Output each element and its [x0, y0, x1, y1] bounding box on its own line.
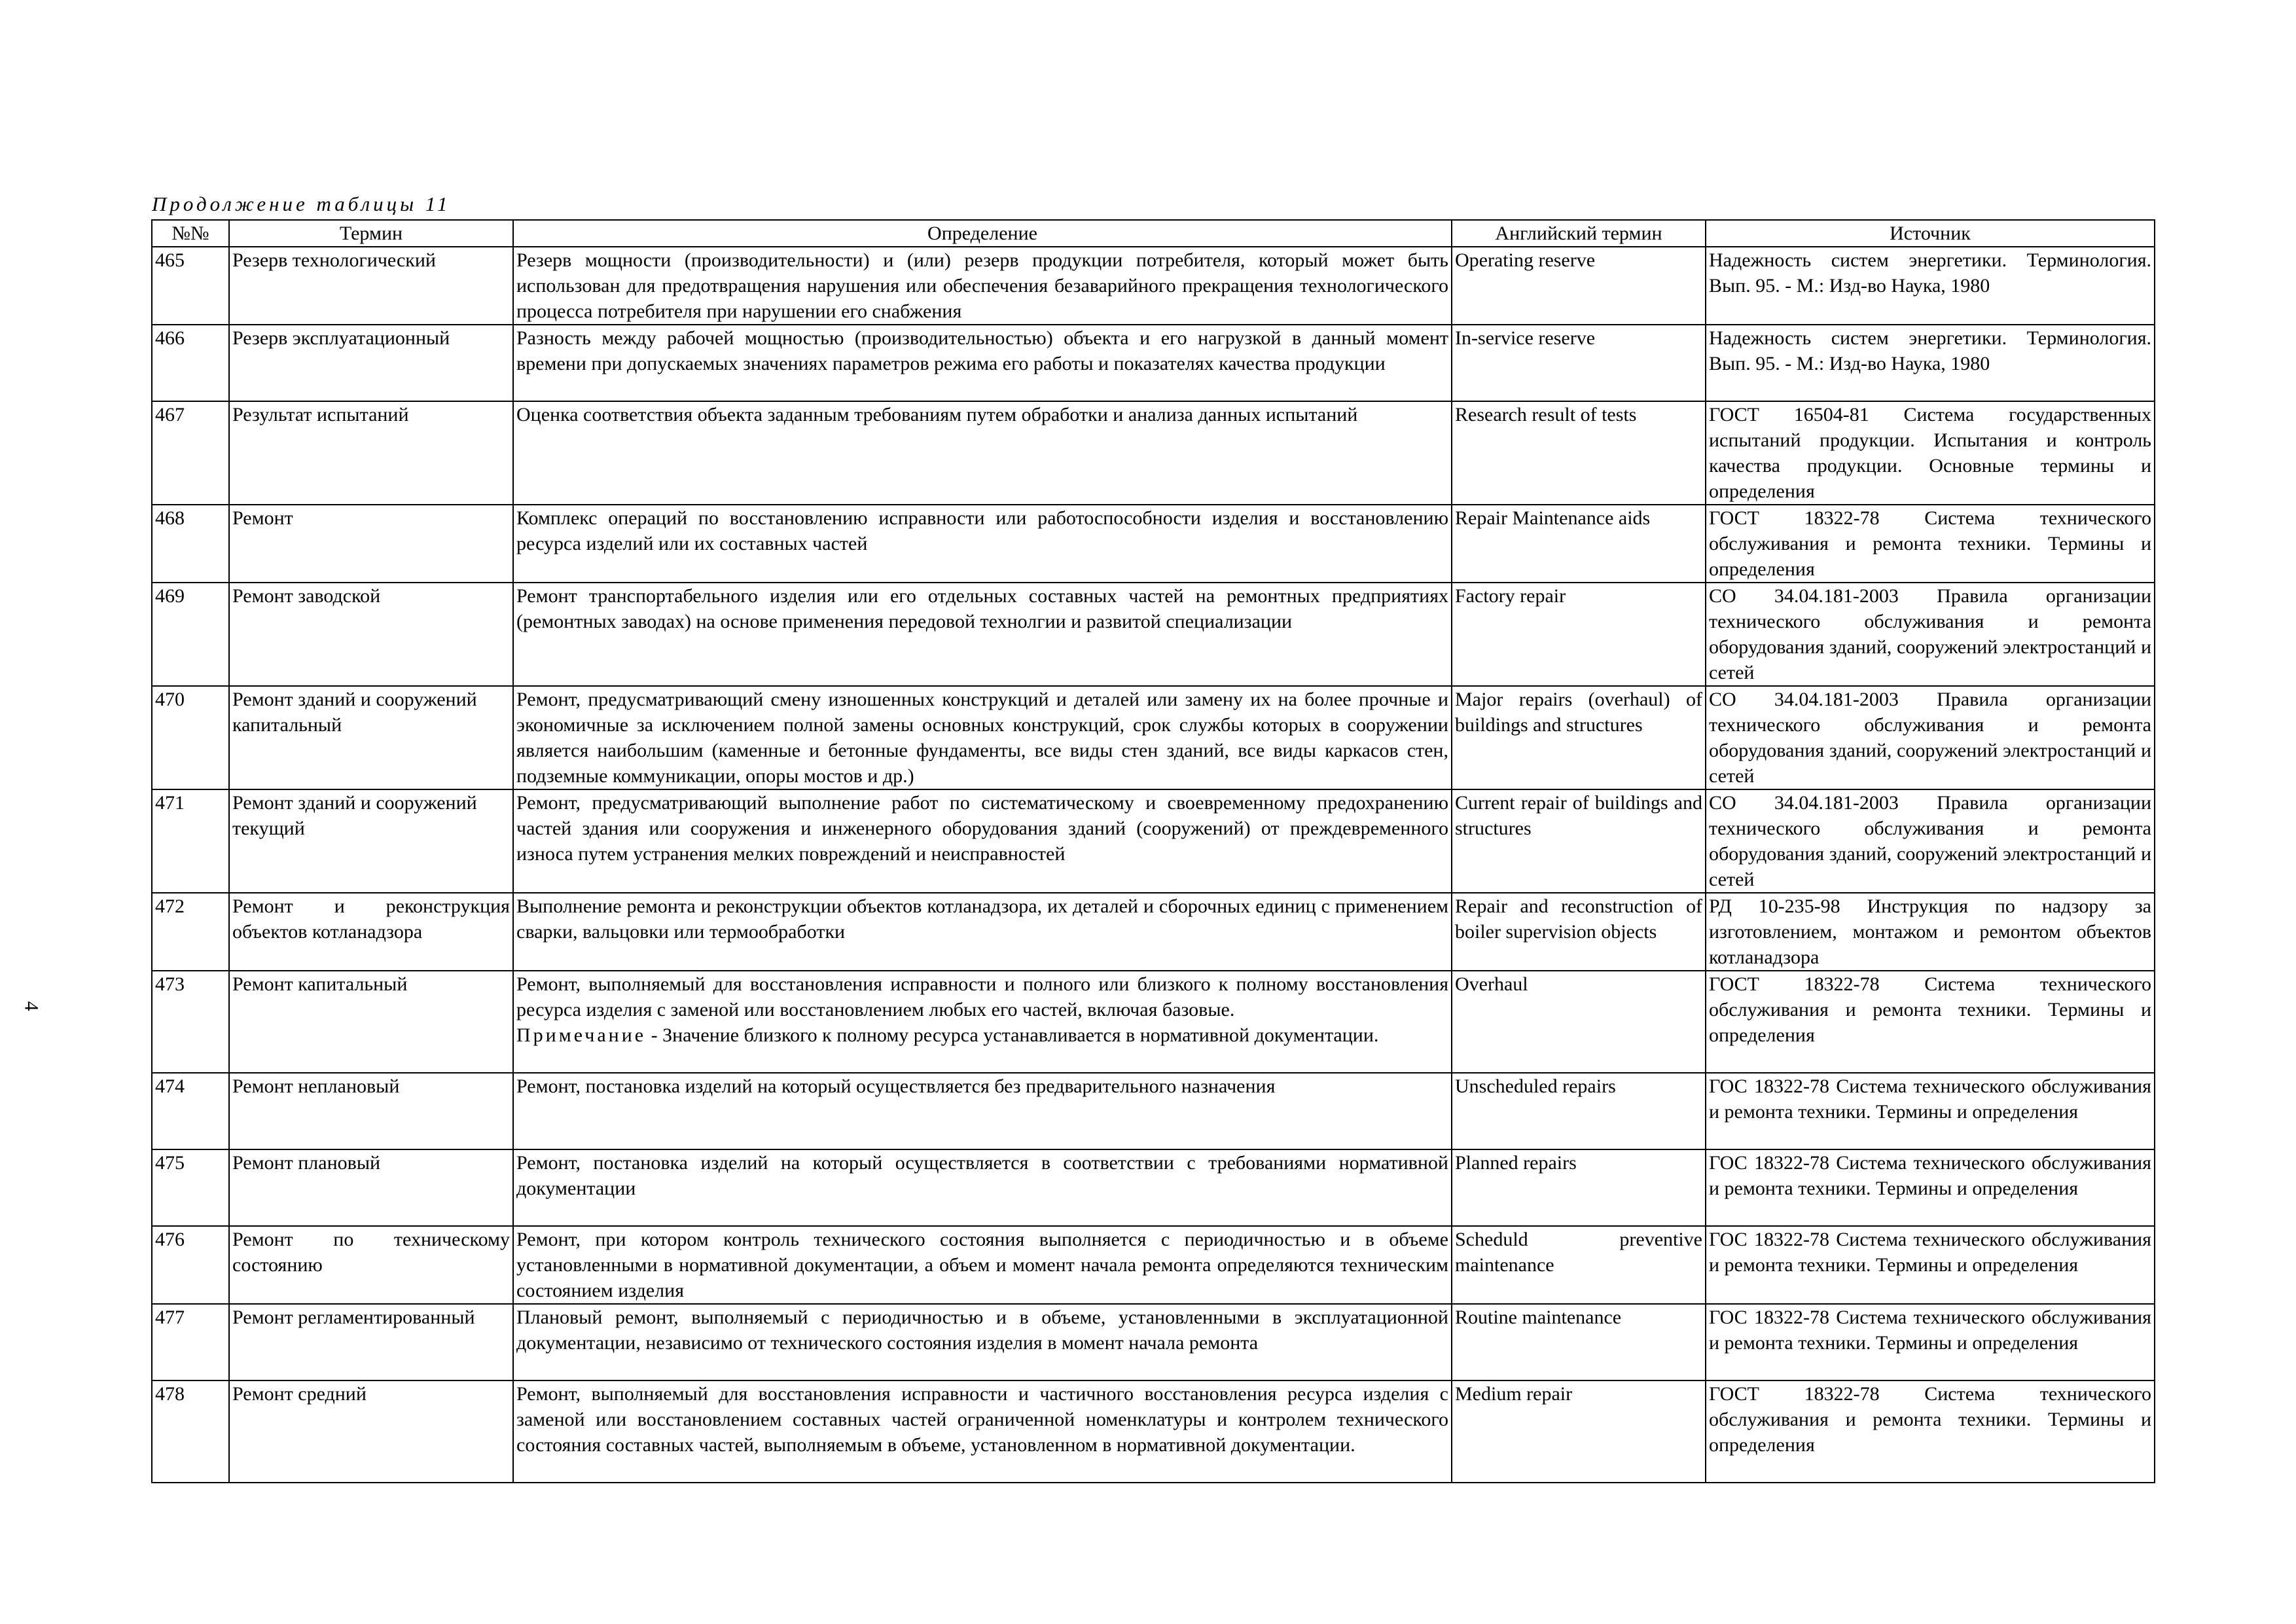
row-number: 465	[152, 247, 229, 325]
row-term: Ремонт зданий и сооружений капитальный	[229, 686, 513, 789]
row-english-term: Unscheduled repairs	[1452, 1073, 1706, 1149]
row-definition: Ремонт транспортабельного изделия или его отдельных составных частей на ремонтных предприятиях (ремонтных заводах) на основе применения передовой технолгии и развитой специализации	[513, 583, 1452, 686]
table-row	[152, 1226, 2155, 1304]
row-number: 474	[152, 1073, 229, 1149]
page-number: 4	[20, 1001, 43, 1011]
definition-text: Ремонт, выполняемый для восстановления исправности и полного или близкого к полному восстановления ресурса изделия с заменой или восстановлением любых его частей, включая базовые.	[516, 973, 1448, 1020]
row-definition	[513, 971, 1452, 1073]
table-row	[152, 1380, 2155, 1483]
row-english-term: Overhaul	[1452, 971, 1706, 1073]
row-term: Резерв эксплуатационный	[229, 325, 513, 401]
row-number: 469	[152, 583, 229, 686]
row-source: СО 34.04.181-2003 Правила организации технического обслуживания и ремонта оборудования зданий, сооружений электростанций и сетей	[1706, 583, 2155, 686]
row-english-term: Research result of tests	[1452, 401, 1706, 505]
header-source: Источник	[1706, 220, 2155, 247]
row-term: Ремонт неплановый	[229, 1073, 513, 1149]
table-row	[152, 583, 2155, 686]
table-row	[152, 893, 2155, 971]
row-english-term: Operating reserve	[1452, 247, 1706, 325]
table-row	[152, 686, 2155, 789]
row-source: ГОС 18322-78 Система технического обслуживания и ремонта техники. Термины и определения	[1706, 1226, 2155, 1304]
table-row	[152, 971, 2155, 1073]
row-term: Ремонт зданий и сооружений текущий	[229, 789, 513, 893]
table-row	[152, 401, 2155, 505]
row-definition: Комплекс операций по восстановлению исправности или работоспособности изделия и восстановлению ресурса изделий или их составных частей	[513, 505, 1452, 583]
row-number: 471	[152, 789, 229, 893]
row-number: 468	[152, 505, 229, 583]
row-english-term: In-service reserve	[1452, 325, 1706, 401]
table-row	[152, 789, 2155, 893]
row-source: ГОСТ 18322-78 Система технического обслуживания и ремонта техники. Термины и определения	[1706, 971, 2155, 1073]
row-english-term: Planned repairs	[1452, 1149, 1706, 1226]
table-body	[152, 247, 2155, 1483]
row-english-term: Repair and reconstruction of boiler supervision objects	[1452, 893, 1706, 971]
row-source: СО 34.04.181-2003 Правила организации технического обслуживания и ремонта оборудования зданий, сооружений электростанций и сетей	[1706, 686, 2155, 789]
row-term: Ремонт заводской	[229, 583, 513, 686]
row-term: Резерв технологический	[229, 247, 513, 325]
row-number: 470	[152, 686, 229, 789]
row-english-term: Factory repair	[1452, 583, 1706, 686]
row-term: Ремонт регламентированный	[229, 1304, 513, 1380]
row-definition: Ремонт, постановка изделий на который осуществляется без предварительного назначения	[513, 1073, 1452, 1149]
row-source: Надежность систем энергетики. Терминология. Вып. 95. - М.: Изд-во Наука, 1980	[1706, 247, 2155, 325]
table-row	[152, 1304, 2155, 1380]
row-term: Результат испытаний	[229, 401, 513, 505]
row-definition: Оценка соответствия объекта заданным требованиям путем обработки и анализа данных испытаний	[513, 401, 1452, 505]
row-definition: Выполнение ремонта и реконструкции объектов котланадзора, их деталей и сборочных единиц с применением сварки, вальцовки или термообработки	[513, 893, 1452, 971]
row-english-term: Medium repair	[1452, 1380, 1706, 1483]
row-source: ГОСТ 18322-78 Система технического обслуживания и ремонта техники. Термины и определения	[1706, 505, 2155, 583]
row-number: 477	[152, 1304, 229, 1380]
row-number: 473	[152, 971, 229, 1073]
row-source: ГОСТ 16504-81 Система государственных испытаний продукции. Испытания и контроль качества продукции. Основные термины и определения	[1706, 401, 2155, 505]
header-term: Термин	[229, 220, 513, 247]
row-source: СО 34.04.181-2003 Правила организации технического обслуживания и ремонта оборудования зданий, сооружений электростанций и сетей	[1706, 789, 2155, 893]
row-term: Ремонт и реконструкция объектов котланадзора	[229, 893, 513, 971]
row-english-term: Major repairs (overhaul) of buildings and structures	[1452, 686, 1706, 789]
row-source: Надежность систем энергетики. Терминология. Вып. 95. - М.: Изд-во Наука, 1980	[1706, 325, 2155, 401]
table-row	[152, 505, 2155, 583]
row-term: Ремонт плановый	[229, 1149, 513, 1226]
row-term: Ремонт средний	[229, 1380, 513, 1483]
header-number: №№	[152, 220, 229, 247]
row-source: ГОС 18322-78 Система технического обслуживания и ремонта техники. Термины и определения	[1706, 1304, 2155, 1380]
row-number: 476	[152, 1226, 229, 1304]
row-term: Ремонт по техническому состоянию	[229, 1226, 513, 1304]
row-english-term: Scheduld preventive maintenance	[1452, 1226, 1706, 1304]
row-english-term: Repair Maintenance aids	[1452, 505, 1706, 583]
table-row	[152, 247, 2155, 325]
row-number: 478	[152, 1380, 229, 1483]
row-term: Ремонт	[229, 505, 513, 583]
row-definition: Ремонт, выполняемый для восстановления исправности и частичного восстановления ресурса изделия с заменой или восстановлением составных частей ограниченной номенклатуры и контролем технического состояния составных частей, выполняемым в объеме, установленном в нормативной документации.	[513, 1380, 1452, 1483]
row-definition: Ремонт, постановка изделий на который осуществляется в соответствии с требованиями нормативной документации	[513, 1149, 1452, 1226]
row-definition: Плановый ремонт, выполняемый с периодичностью и в объеме, установленными в эксплуатационной документации, независимо от технического состояния изделия в момент начала ремонта	[513, 1304, 1452, 1380]
row-source: ГОСТ 18322-78 Система технического обслуживания и ремонта техники. Термины и определения	[1706, 1380, 2155, 1483]
table-header	[152, 220, 2155, 247]
header-english-term: Английский термин	[1452, 220, 1706, 247]
row-number: 467	[152, 401, 229, 505]
row-definition: Ремонт, предусматривающий выполнение работ по систематическому и своевременному предохранению частей здания или сооружения и инженерного оборудования зданий (сооружений) от преждевременного износа путем устранения мелких повреждений и неисправностей	[513, 789, 1452, 893]
note-text: - Значение близкого к полному ресурса устанавливается в нормативной документации.	[646, 1024, 1379, 1046]
table-row	[152, 325, 2155, 401]
header-row	[152, 220, 2155, 247]
row-definition: Резерв мощности (производительности) и (или) резерв продукции потребителя, который может быть использован для предотвращения нарушения или обеспечения безаварийного прекращения технологического процесса потребителя при нарушении его снабжения	[513, 247, 1452, 325]
table-caption: Продолжение таблицы 11	[152, 192, 451, 215]
row-number: 475	[152, 1149, 229, 1226]
row-source: ГОС 18322-78 Система технического обслуживания и ремонта техники. Термины и определения	[1706, 1073, 2155, 1149]
row-number: 466	[152, 325, 229, 401]
note-label: Примечание	[516, 1024, 647, 1046]
row-number: 472	[152, 893, 229, 971]
glossary-table	[151, 219, 2155, 1483]
table-row	[152, 1073, 2155, 1149]
row-definition: Ремонт, предусматривающий смену изношенных конструкций и деталей или замену их на более прочные и экономичные за исключением полной замены основных конструкций, срок службы которых в сооружении является наибольшим (каменные и бетонные фундаменты, все виды стен зданий, все виды каркасов стен, подземные коммуникации, опоры мостов и др.)	[513, 686, 1452, 789]
row-source: РД 10-235-98 Инструкция по надзору за изготовлением, монтажом и ремонтом объектов котланадзора	[1706, 893, 2155, 971]
header-definition: Определение	[513, 220, 1452, 247]
row-term: Ремонт капитальный	[229, 971, 513, 1073]
row-definition: Ремонт, при котором контроль технического состояния выполняется с периодичностью и в объеме установленными в нормативной документации, а объем и момент начала ремонта определяются техническим состоянием изделия	[513, 1226, 1452, 1304]
table-row	[152, 1149, 2155, 1226]
row-source: ГОС 18322-78 Система технического обслуживания и ремонта техники. Термины и определения	[1706, 1149, 2155, 1226]
row-english-term: Current repair of buildings and structures	[1452, 789, 1706, 893]
row-english-term: Routine maintenance	[1452, 1304, 1706, 1380]
row-definition: Разность между рабочей мощностью (производительностью) объекта и его нагрузкой в данный момент времени при допускаемых значениях параметров режима его работы и показателях качества продукции	[513, 325, 1452, 401]
